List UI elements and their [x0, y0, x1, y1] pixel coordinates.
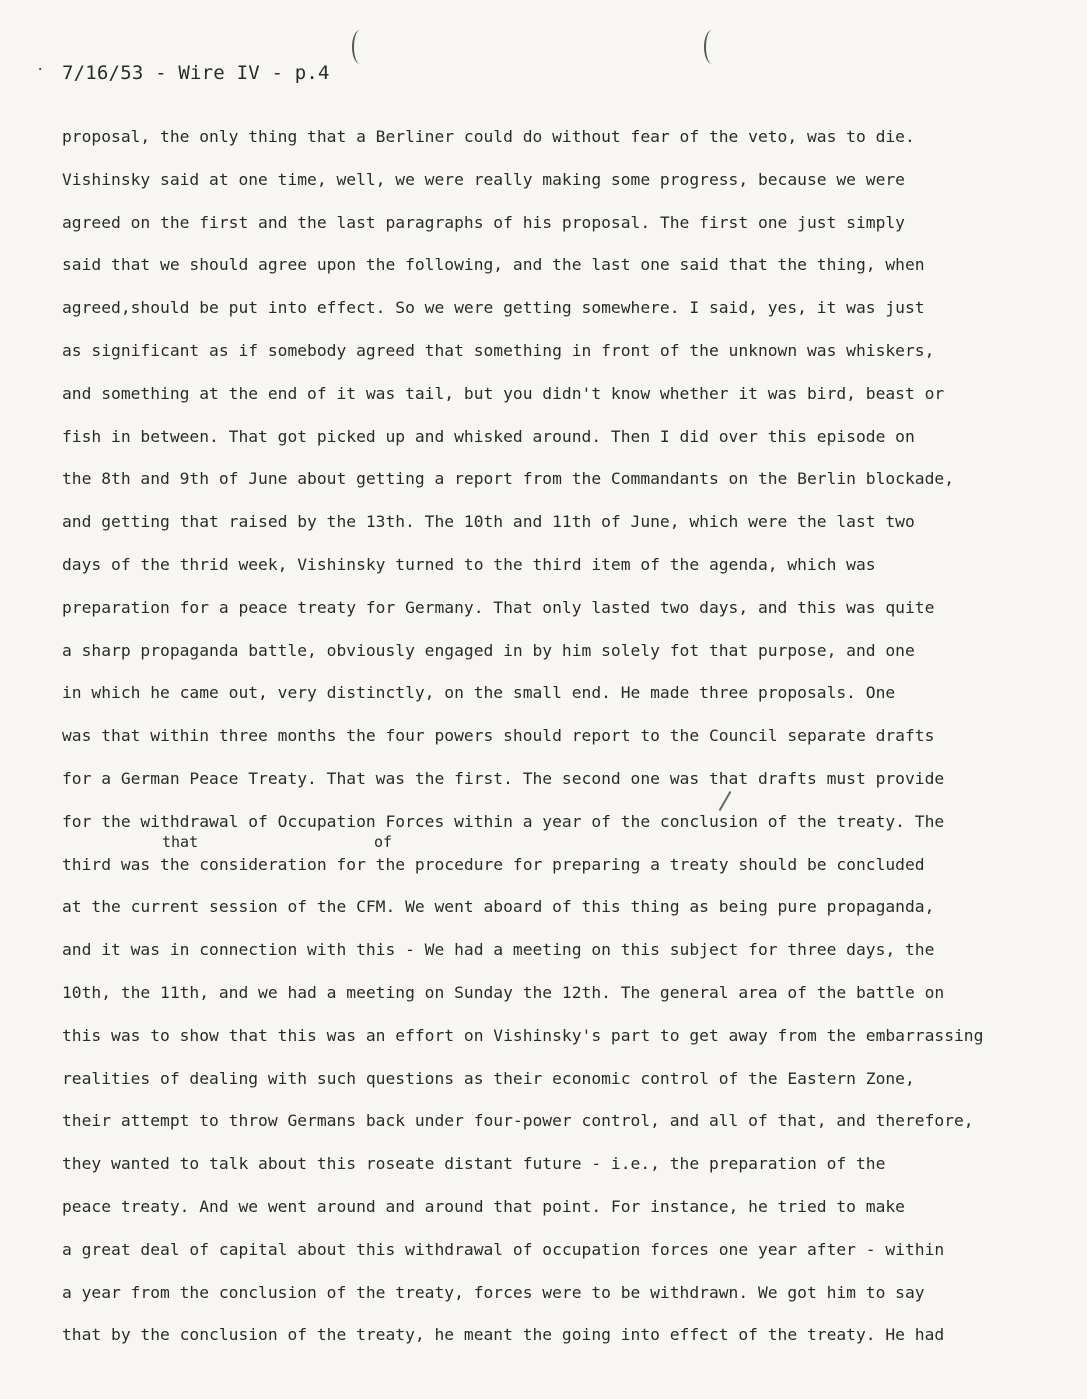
- text-line-9: the 8th and 9th of June about getting a report from the Commandants on the Berlin blockade,: [62, 469, 954, 489]
- text-line-10: and getting that raised by the 13th. The 10th and 11th of June, which were the last two: [62, 512, 915, 532]
- text-line-13: a sharp propaganda battle, obviously engaged in by him solely fot that purpose, and one: [62, 640, 915, 660]
- text-line-6: as significant as if somebody agreed that something in front of the unknown was whiskers,: [62, 340, 935, 360]
- text-line-25: they wanted to talk about this roseate distant future - i.e., the preparation of the: [62, 1154, 886, 1174]
- inserted-word-that: that: [162, 832, 199, 851]
- text-line-15: was that within three months the four powers should report to the Council separate drafts: [62, 726, 935, 746]
- punch-hole-right: [704, 30, 720, 64]
- text-line-3: agreed on the first and the last paragraphs of his proposal. The first one just simply: [62, 212, 905, 232]
- text-line-23: realities of dealing with such questions as their economic control of the Eastern Zone,: [62, 1068, 915, 1088]
- interlinear-insertion: [62, 832, 1077, 851]
- text-line-11: days of the thrid week, Vishinsky turned to the third item of the agenda, which was: [62, 554, 876, 574]
- text-line-19: at the current session of the CFM. We went aboard of this thing as being pure propaganda,: [62, 897, 935, 917]
- text-line-27: a great deal of capital about this withdrawal of occupation forces one year after - within: [62, 1239, 945, 1259]
- text-line-22: this was to show that this was an effort on Vishinsky's part to get away from the embarrassing: [62, 1025, 984, 1045]
- text-line-2: Vishinsky said at one time, well, we were really making some progress, because we were: [62, 169, 905, 189]
- text-line-7: and something at the end of it was tail, but you didn't know whether it was bird, beast or: [62, 383, 945, 403]
- text-line-8: fish in between. That got picked up and whisked around. Then I did over this episode on: [62, 426, 915, 446]
- text-line-14: in which he came out, very distinctly, on the small end. He made three proposals. One: [62, 683, 896, 703]
- text-line-1: proposal, the only thing that a Berliner could do without fear of the veto, was to die.: [62, 127, 915, 146]
- margin-mark: ·: [36, 62, 45, 78]
- punch-hole-left: [352, 30, 368, 64]
- text-line-4: said that we should agree upon the following, and the last one said that the thing, when: [62, 255, 925, 275]
- inserted-word-of: of: [374, 832, 393, 851]
- text-line-24: their attempt to throw Germans back under four-power control, and all of that, and therefore,: [62, 1111, 974, 1131]
- text-line-28: a year from the conclusion of the treaty, forces were to be withdrawn. We got him to say: [62, 1282, 925, 1302]
- page-header: 7/16/53 - Wire IV - p.4: [62, 62, 330, 84]
- text-line-18: third was the consideration for the procedure for preparing a treaty should be concluded: [62, 854, 925, 874]
- document-body: [62, 123, 1077, 1364]
- text-line-26: peace treaty. And we went around and around that point. For instance, he tried to make: [62, 1196, 905, 1216]
- text-line-20: and it was in connection with this - We had a meeting on this subject for three days, the: [62, 940, 935, 960]
- text-line-21: 10th, the 11th, and we had a meeting on Sunday the 12th. The general area of the battle on: [62, 982, 945, 1002]
- text-line-29: that by the conclusion of the treaty, he meant the going into effect of the treaty. He had: [62, 1325, 945, 1345]
- text-line-17: for the withdrawal of Occupation Forces within a year of the conclusion of the treaty. The: [62, 811, 945, 831]
- text-line-12: preparation for a peace treaty for Germany. That only lasted two days, and this was quite: [62, 597, 935, 617]
- text-line-5: agreed,should be put into effect. So we were getting somewhere. I said, yes, it was just: [62, 298, 925, 318]
- text-line-16: for a German Peace Treaty. That was the first. The second one was that drafts must provide: [62, 768, 945, 788]
